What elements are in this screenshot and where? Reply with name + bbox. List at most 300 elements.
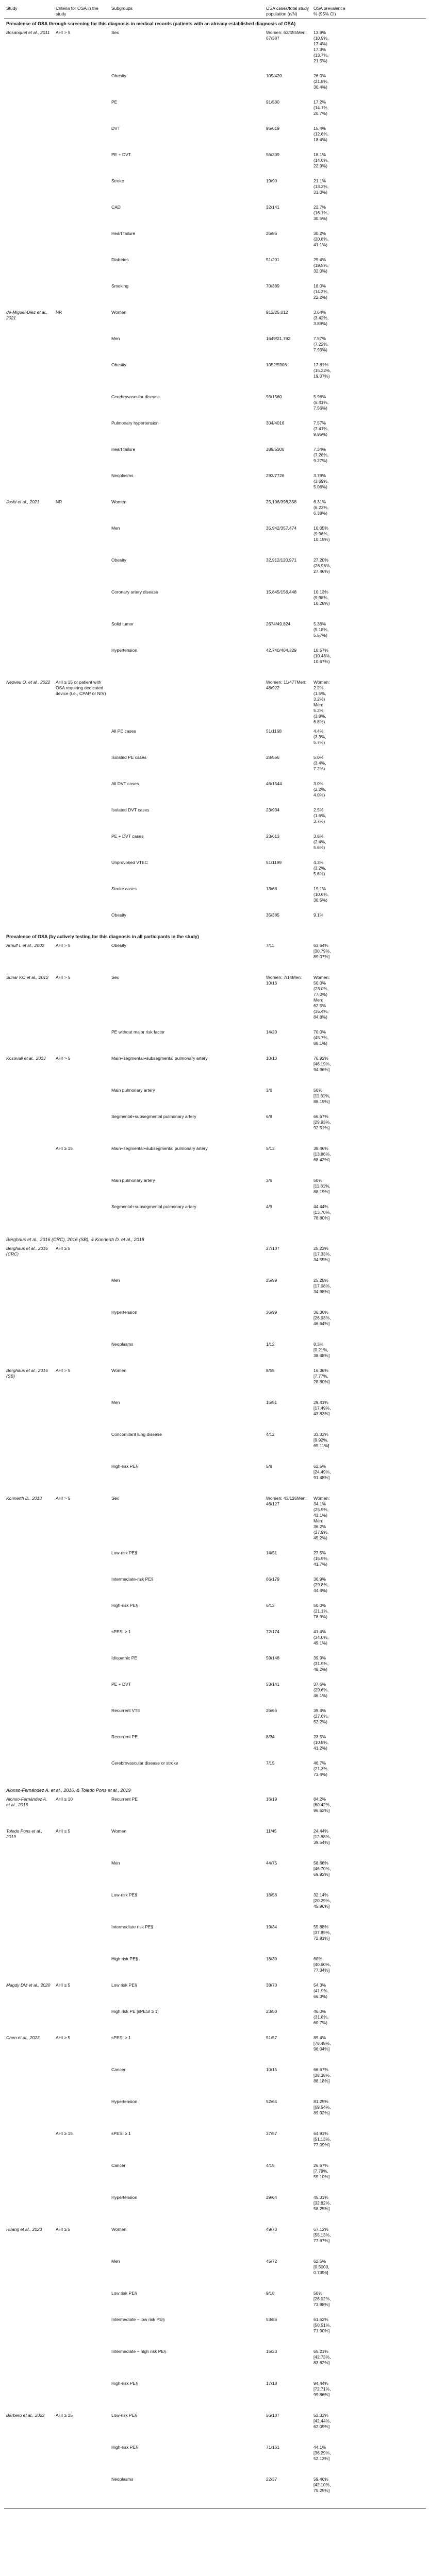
cell-subgroup: Smoking — [111, 283, 129, 289]
cell-criteria — [54, 1654, 109, 1681]
cell-study — [4, 1113, 54, 1145]
cell-study — [4, 1277, 54, 1309]
cell-cases: 66/179 — [266, 1577, 279, 1582]
table-row — [4, 2130, 426, 2162]
table-row — [4, 446, 426, 472]
cell-criteria — [54, 1955, 109, 1981]
cell-criteria — [54, 2098, 109, 2130]
cell-cases: 32,912/120,971 — [266, 557, 297, 563]
cell-cases: 38/70 — [266, 1982, 277, 1988]
cell-cases: 14/20 — [266, 1029, 277, 1035]
cell-study: Berghaus et al., 2016 (CRC) — [6, 1246, 48, 1257]
cell-subgroup: Heart failure — [111, 447, 136, 452]
cell-subgroup: Coronary artery disease — [111, 589, 158, 595]
cell-prevalence: 81.25% [69.54%, 89.92%] — [313, 2099, 331, 2115]
cell-criteria — [54, 1549, 109, 1575]
cell-prevalence: 18.1% (14.0%, 22.9%) — [313, 152, 329, 168]
cell-study: Kosovali et al., 2013 — [6, 1056, 46, 1061]
cell-prevalence: 63.64% [30.79%, 89.07%] — [313, 943, 331, 959]
cell-prevalence: 62.5% [24.49%, 91.48%] — [313, 1464, 331, 1480]
cell-subgroup — [109, 1245, 264, 1277]
cell-prevalence: 25.4% (19.5%, 32.0%) — [313, 257, 329, 274]
cell-criteria: AHI ≥ 5 — [56, 2035, 71, 2040]
cell-subgroup: Recurrent PE — [111, 1734, 138, 1739]
table-row — [4, 833, 426, 859]
cell-cases: 912/25,012 — [266, 310, 288, 315]
cell-cases: 1649/21,792 — [266, 336, 291, 341]
cell-study: Nepveu O. et al., 2022 — [6, 680, 51, 685]
cell-criteria — [54, 204, 109, 230]
cell-cases: 91/530 — [266, 99, 279, 105]
cell-cases: 37/57 — [266, 2131, 277, 2136]
table-row — [4, 498, 426, 524]
cell-criteria — [54, 1891, 109, 1923]
cell-subgroup: Concomitant lung disease — [111, 1432, 162, 1437]
cell-cases: 109/420 — [266, 73, 282, 78]
cell-study — [4, 1203, 54, 1235]
cell-cases: 56/107 — [266, 2413, 279, 2418]
cell-study — [4, 204, 54, 230]
cell-prevalence: 52.33% [42.44%, 62.09%] — [313, 2413, 331, 2429]
cell-study — [4, 1549, 54, 1575]
table-row — [4, 177, 426, 204]
cell-subgroup: Neoplasms — [111, 473, 134, 478]
table-row — [4, 1859, 426, 1891]
cell-criteria — [54, 2194, 109, 2226]
cell-cases: Women: 11/477Men: 48/922 — [266, 680, 307, 690]
cell-prevalence: 46.7% (21.3%, 73.4%) — [313, 1760, 329, 1777]
cell-study — [4, 125, 54, 151]
cell-study: Joshi et al., 2021 — [6, 499, 40, 504]
cell-study — [4, 2194, 54, 2226]
cell-cases: 51/1199 — [266, 860, 282, 865]
cell-prevalence: 25.25% [17.08%, 34.98%] — [313, 1278, 331, 1294]
cell-subgroup: Neoplasms — [111, 1342, 134, 1347]
cell-study: Arnulf I. et al., 2002 — [6, 943, 44, 948]
cell-cases: 4/12 — [266, 1432, 275, 1437]
cell-study — [4, 524, 54, 556]
cell-subgroup: Intermediate – high risk PE§ — [111, 2349, 167, 2354]
cell-cases: 15/23 — [266, 2349, 277, 2354]
cell-prevalence: 76.92% [46.19%, 94.96%] — [313, 1056, 331, 1072]
cell-cases: 35,942/357,474 — [266, 526, 297, 531]
cell-study — [4, 620, 54, 647]
cell-criteria — [54, 1203, 109, 1235]
table-row — [4, 1955, 426, 1981]
cell-prevalence: 10.57% (10.48%, 10.67%) — [313, 648, 332, 664]
cell-cases: 51/1168 — [266, 728, 282, 734]
table-row — [4, 2008, 426, 2034]
table-row — [4, 2316, 426, 2348]
table-row — [4, 1628, 426, 1654]
cell-cases: 32/141 — [266, 205, 279, 210]
table-row — [4, 98, 426, 125]
cell-prevalence: 3.79% (3.69%, 5.06%) — [313, 473, 329, 489]
cell-criteria: AHI > 5 — [56, 1056, 71, 1061]
cell-study — [4, 833, 54, 859]
cell-study — [4, 859, 54, 885]
cell-subgroup: Unprovoked VTEC — [111, 860, 148, 865]
cell-prevalence: Women: 50.0% (23.0%, 77.0%) Men: 62.5% (35.4%, 84.8%) — [313, 975, 330, 1020]
cell-prevalence: 30.2% (20.8%, 41.1%) — [313, 231, 329, 247]
cell-subgroup: Hypertension — [111, 2195, 138, 2200]
cell-subgroup: PE — [111, 99, 118, 105]
cell-study — [4, 806, 54, 833]
cell-criteria — [54, 1923, 109, 1955]
table-row — [4, 1145, 426, 1177]
cell-cases: 29/64 — [266, 2195, 277, 2200]
cell-subgroup: Cerebrovascular disease — [111, 394, 160, 399]
cell-subgroup: Low risk PE§ — [111, 1982, 137, 1988]
cell-prevalence: 55.88% [37.89%, 72.81%] — [313, 1924, 331, 1941]
cell-cases: 35/385 — [266, 912, 279, 918]
cell-criteria — [54, 859, 109, 885]
cell-prevalence: 5.96% (5.41%, 7.56%) — [313, 394, 329, 411]
cell-criteria — [54, 1277, 109, 1309]
cell-cases: 36/99 — [266, 1310, 277, 1315]
cell-study — [4, 1177, 54, 1203]
cell-criteria — [54, 1859, 109, 1891]
cell-study — [4, 556, 54, 588]
cell-prevalence: 50% [11.81%, 88.19%] — [313, 1178, 330, 1194]
cell-subgroup: Recurrent VTE — [111, 1708, 141, 1713]
cell-study — [4, 1681, 54, 1707]
cell-criteria: AHI > 5 — [56, 943, 71, 948]
cell-study — [4, 2476, 54, 2507]
cell-criteria — [54, 2008, 109, 2034]
cell-prevalence: 50% [11.81%, 88.19%] — [313, 1088, 330, 1104]
cell-prevalence: 36.36% [26.93%, 46.64%] — [313, 1310, 331, 1326]
table-row — [4, 1707, 426, 1733]
cell-study — [4, 98, 54, 125]
cell-subgroup: Men — [111, 2259, 120, 2264]
table-row — [4, 125, 426, 151]
cell-cases: 6/9 — [266, 1114, 272, 1119]
cell-cases: 8/55 — [266, 1368, 275, 1373]
cell-study — [4, 1891, 54, 1923]
cell-subgroup: PE + DVT — [111, 1682, 131, 1687]
cell-subgroup: Intermediate – low risk PE§ — [111, 2317, 165, 2322]
cell-prevalence: 24.44% [12.88%, 39.54%] — [313, 1828, 331, 1845]
cell-criteria — [54, 911, 109, 932]
cell-criteria — [54, 361, 109, 393]
cell-subgroup: Sex — [111, 975, 119, 980]
cell-study: Sunar KO et al., 2012 — [6, 975, 48, 980]
cell-prevalence: 6.31% (6.23%, 6.38%) — [313, 499, 329, 516]
cell-study — [4, 256, 54, 282]
cell-study: Konnerth D., 2018 — [6, 1496, 42, 1501]
cell-cases: 15/51 — [266, 1400, 277, 1405]
cell-prevalence: 27.20% (26.96%, 27.46%) — [313, 557, 332, 574]
cell-study: Toledo Pons et al., 2019 — [6, 1828, 43, 1839]
section-header — [4, 1786, 426, 1795]
cell-prevalence: 64.91% [51.13%, 77.09%] — [313, 2131, 331, 2147]
cell-cases: 9/18 — [266, 2291, 275, 2296]
cell-criteria: AHI > 5 — [56, 1368, 71, 1373]
table-row — [4, 942, 426, 974]
cell-criteria: AHI ≥ 5 — [56, 2227, 71, 2232]
cell-subgroup: Pulmonary hypertension — [111, 420, 159, 426]
cell-criteria — [54, 256, 109, 282]
cell-subgroup: Low-risk PE§ — [111, 1550, 138, 1555]
cell-prevalence: Women: 34.1% (25.9%, 43.1%) Men: 36.2% (27.9%, 45.2%) — [313, 1496, 330, 1540]
cell-subgroup: Men — [111, 1860, 120, 1866]
table-row — [4, 2034, 426, 2066]
cell-study: Magdy DM et al., 2020 — [6, 1982, 51, 1988]
cell-subgroup — [109, 679, 264, 727]
header-study: Study — [4, 4, 54, 19]
cell-study — [4, 1575, 54, 1602]
cell-prevalence: 61.62% [50.51%, 71.90%] — [313, 2317, 331, 2333]
cell-cases: 25,106/398,358 — [266, 499, 297, 504]
table-row — [4, 230, 426, 256]
cell-subgroup: Sex — [111, 1496, 119, 1501]
cell-criteria — [54, 1681, 109, 1707]
cell-cases: 4/9 — [266, 1204, 272, 1209]
cell-criteria — [54, 393, 109, 419]
cell-criteria — [54, 446, 109, 472]
cell-prevalence: 25.23% [17.33%, 34.55%] — [313, 1246, 331, 1262]
table-row — [4, 2290, 426, 2316]
cell-study — [4, 1923, 54, 1955]
table-bottom-rule — [4, 2507, 426, 2509]
cell-study — [4, 2348, 54, 2380]
cell-prevalence: 41.4% (34.0%, 49.1%) — [313, 1629, 329, 1646]
cell-cases: 5/8 — [266, 1464, 272, 1469]
cell-subgroup: Low-risk PE§ — [111, 2413, 138, 2418]
cell-cases: 23/50 — [266, 2009, 277, 2014]
cell-study — [4, 2316, 54, 2348]
table-row — [4, 1399, 426, 1431]
cell-criteria: AHI > 5 — [56, 30, 71, 35]
cell-study — [4, 1463, 54, 1495]
cell-criteria — [54, 1399, 109, 1431]
cell-prevalence: 7.34% (7.28%, 9.27%) — [313, 447, 329, 463]
cell-cases: 7/11 — [266, 943, 274, 948]
table-row — [4, 859, 426, 885]
cell-study: Alonso-Fernández A. et al., 2016 — [6, 1797, 47, 1807]
cell-criteria — [54, 1177, 109, 1203]
cell-study — [4, 1602, 54, 1628]
cell-study — [4, 780, 54, 806]
cell-cases: Women: 63/455Men: 67/387 — [266, 30, 307, 41]
table-row — [4, 647, 426, 679]
table-row — [4, 1795, 426, 1827]
cell-prevalence: 60% [40.60%, 77.34%] — [313, 1956, 331, 1973]
cell-prevalence: 26.0% (21.8%, 30.4%) — [313, 73, 329, 90]
table-row — [4, 1177, 426, 1203]
cell-cases: 71/161 — [266, 2445, 279, 2450]
cell-study — [4, 885, 54, 911]
cell-criteria — [54, 2162, 109, 2194]
cell-cases: 2674/49,824 — [266, 621, 291, 626]
cell-subgroup: Isolated DVT cases — [111, 807, 150, 812]
cell-prevalence: 15.4% (12.6%, 18.4%) — [313, 126, 329, 142]
table-row — [4, 335, 426, 361]
cell-subgroup: All PE cases — [111, 728, 136, 734]
table-row — [4, 1549, 426, 1575]
table-row — [4, 2098, 426, 2130]
cell-study — [4, 1028, 54, 1055]
cell-cases: 52/64 — [266, 2099, 277, 2104]
cell-subgroup: Obesity — [111, 557, 126, 563]
cell-criteria — [54, 620, 109, 647]
cell-study — [4, 282, 54, 309]
cell-criteria: NR — [56, 310, 62, 315]
cell-criteria — [54, 98, 109, 125]
cell-criteria — [54, 125, 109, 151]
cell-prevalence: 50.0% (21.1%, 78.9%) — [313, 1603, 329, 1619]
cell-criteria — [54, 2348, 109, 2380]
cell-criteria — [54, 588, 109, 620]
table-row — [4, 2226, 426, 2258]
cell-criteria — [54, 2258, 109, 2290]
cell-cases: 7/15 — [266, 1760, 275, 1766]
cell-cases: 3/6 — [266, 1088, 272, 1093]
cell-criteria — [54, 1602, 109, 1628]
cell-study — [4, 647, 54, 679]
table-row — [4, 556, 426, 588]
cell-cases: 18/56 — [266, 1892, 277, 1897]
cell-criteria — [54, 419, 109, 446]
cell-study — [4, 1955, 54, 1981]
cell-prevalence: 39.4% (27.6%, 52.2%) — [313, 1708, 329, 1724]
cell-cases: 11/45 — [266, 1828, 277, 1834]
cell-prevalence: 45.31% [32.82%, 58.25%] — [313, 2195, 331, 2211]
cell-prevalence: 50% [26.02%, 73.98%] — [313, 2291, 331, 2307]
cell-criteria — [54, 1463, 109, 1495]
cell-subgroup: Segmental+subsegmental pulmonary artery — [111, 1204, 196, 1209]
bottom-rule-cell — [4, 2507, 426, 2509]
cell-prevalence: 10.05% (9.96%, 10.15%) — [313, 526, 330, 542]
table-row — [4, 1367, 426, 1399]
cell-criteria — [54, 780, 109, 806]
table-row — [4, 727, 426, 754]
cell-subgroup: Sex — [111, 30, 119, 35]
cell-cases: 16/19 — [266, 1797, 277, 1802]
cell-study — [4, 1654, 54, 1681]
cell-prevalence: 17.81% (15.22%, 19.07%) — [313, 362, 332, 379]
cell-prevalence: 21.1% (13.2%, 31.0%) — [313, 178, 329, 195]
cell-study: Huang et al., 2023 — [6, 2227, 42, 2232]
cell-prevalence: 4.4% (3.3%, 5.7%) — [313, 728, 326, 745]
cell-criteria — [54, 2290, 109, 2316]
cell-criteria — [54, 1628, 109, 1654]
cell-subgroup: High-risk PE§ — [111, 2381, 138, 2386]
cell-study — [4, 446, 54, 472]
table-row — [4, 29, 426, 72]
cell-study — [4, 2444, 54, 2476]
cell-criteria: AHI ≥ 5 — [56, 1828, 71, 1834]
cell-prevalence: 17.2% (14.1%, 20.7%) — [313, 99, 329, 116]
cell-study — [4, 2008, 54, 2034]
cell-criteria — [54, 1431, 109, 1463]
cell-study: Barbero et al., 2022 — [6, 2413, 45, 2418]
cell-prevalence: 23.5% (10.8%, 41.2%) — [313, 1734, 329, 1751]
cell-subgroup: Intermediate-risk PE§ — [111, 1577, 154, 1582]
cell-cases: 51/201 — [266, 257, 279, 262]
table-row — [4, 780, 426, 806]
cell-subgroup: Women — [111, 2227, 127, 2232]
cell-prevalence: 10.13% (9.98%, 10.28%) — [313, 589, 330, 606]
table-row — [4, 1575, 426, 1602]
cell-criteria: AHI ≥ 10 — [56, 1797, 73, 1802]
cell-study — [4, 1087, 54, 1113]
section-title: Berghaus et al., 2016 (CRC), 2016 (SB), & Konnerth D. et al., 2018 — [6, 1237, 144, 1242]
osa-prevalence-table — [4, 4, 426, 2509]
cell-prevalence: 58.66% [46.70%, 69.92%] — [313, 1860, 331, 1877]
cell-criteria: AHI ≥ 15 or patient with OSA requiring dedicated device (i.e., CPAP or NIV) — [56, 680, 106, 696]
cell-criteria — [54, 647, 109, 679]
cell-cases: 23/934 — [266, 807, 279, 812]
cell-cases: 1052/5906 — [266, 362, 287, 367]
cell-criteria — [54, 230, 109, 256]
cell-cases: 389/5300 — [266, 447, 285, 452]
cell-criteria: AHI > 5 — [56, 975, 71, 980]
cell-cases: 53/86 — [266, 2317, 277, 2322]
table-row — [4, 2444, 426, 2476]
cell-criteria — [54, 72, 109, 98]
cell-cases: 10/13 — [266, 1056, 277, 1061]
cell-subgroup: High-risk PE§ — [111, 1464, 138, 1469]
cell-prevalence: 3.0% (2.2%, 4.0%) — [313, 781, 326, 798]
cell-study — [4, 177, 54, 204]
cell-criteria — [54, 1309, 109, 1341]
cell-study — [4, 472, 54, 498]
cell-prevalence: 7.57% (7.22%, 7.93%) — [313, 336, 329, 352]
cell-subgroup: Hypertension — [111, 1310, 138, 1315]
cell-study — [4, 72, 54, 98]
cell-criteria — [54, 806, 109, 833]
cell-subgroup: Solid tumor — [111, 621, 134, 626]
cell-prevalence: 2.5% (1.6%, 3.7%) — [313, 807, 326, 824]
table-row — [4, 361, 426, 393]
cell-subgroup: Segmental+subsegmental pulmonary artery — [111, 1114, 196, 1119]
cell-criteria — [54, 833, 109, 859]
cell-cases: 22/37 — [266, 2477, 277, 2482]
cell-subgroup: PE without major risk factor — [111, 1029, 165, 1035]
cell-subgroup: Low risk PE§ — [111, 2291, 137, 2296]
cell-cases: 15,845/156,448 — [266, 589, 297, 595]
table-row — [4, 204, 426, 230]
cell-subgroup: Cerebrovascular disease or stroke — [111, 1760, 178, 1766]
table-row — [4, 1827, 426, 1859]
cell-criteria — [54, 2066, 109, 2098]
table-row — [4, 754, 426, 780]
cell-criteria — [54, 151, 109, 177]
header-prevalence-unit: % (95% CI) — [313, 11, 336, 16]
table-row — [4, 72, 426, 98]
table-row — [4, 806, 426, 833]
table-row — [4, 1681, 426, 1707]
cell-criteria — [54, 1028, 109, 1055]
cell-prevalence: 27.5% (15.9%, 41.7%) — [313, 1550, 329, 1567]
cell-subgroup: Hypertension — [111, 648, 138, 653]
table-row — [4, 2066, 426, 2098]
cell-criteria: NR — [56, 499, 62, 504]
cell-subgroup: Idiopathic PE — [111, 1655, 138, 1660]
cell-criteria: AHI ≥ 15 — [56, 2413, 73, 2418]
cell-prevalence: Women: 2.2% (1.5%, 3.2%) Men: 5.2% (3.8%, 6.8%) — [313, 680, 330, 724]
cell-study: Berghaus et al., 2016 (SB) — [6, 1368, 48, 1379]
cell-study — [4, 1309, 54, 1341]
cell-cases: 5/13 — [266, 1146, 275, 1151]
cell-criteria — [54, 2476, 109, 2507]
cell-prevalence: 37.6% (29.6%, 46.1%) — [313, 1682, 329, 1698]
cell-criteria — [54, 1707, 109, 1733]
cell-cases: 304/4016 — [266, 420, 285, 426]
cell-study — [4, 754, 54, 780]
